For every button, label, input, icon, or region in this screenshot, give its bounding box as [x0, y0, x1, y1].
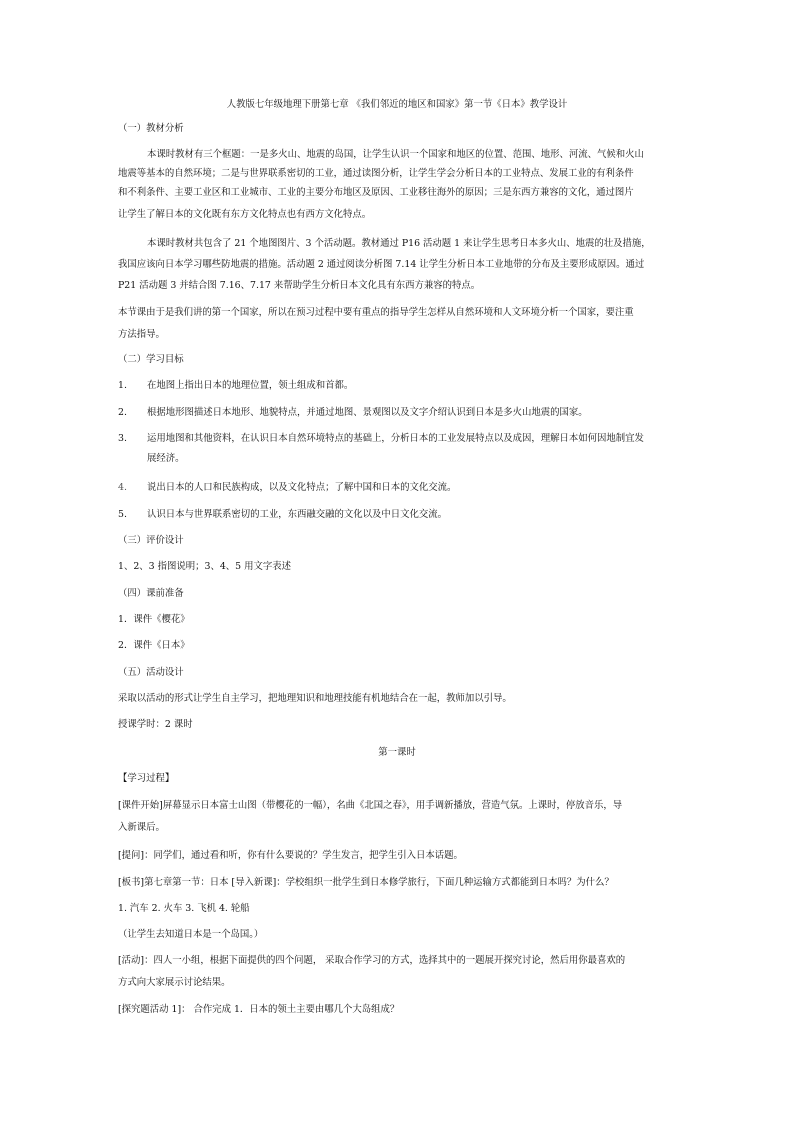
lesson-paragraph: 入新课后。	[118, 822, 165, 833]
activity-text: 采取以活动的形式让学生自主学习，把地理知识和地理技能有机地结合在一起，教师加以引导。	[118, 693, 512, 704]
lesson-question: [提问]：同学们，通过看和听，你有什么要说的？学生发言，把学生引入日本话题。	[118, 850, 463, 861]
list-number: 1.	[118, 380, 127, 391]
objective-item: 根据地形图描述日本地形、地貌特点，并通过地图、景观图以及文字介绍认识到日本是多火山地震的国家。	[147, 407, 588, 418]
learning-process-heading: 【学习过程】	[118, 773, 175, 784]
objective-item: 运用地图和其他资料，在认识日本自然环境特点的基础上，分析日本的工业发展特点以及成因，理解日本如何因地制宜发	[147, 433, 644, 444]
teaching-hours: 授课学时：2 课时	[118, 719, 193, 730]
list-number: 3.	[118, 433, 127, 444]
objective-item: 认识日本与世界联系密切的工业，东西融交融的文化以及中日文化交流。	[147, 509, 448, 520]
lesson-note: （让学生去知道日本是一个岛国。）	[118, 929, 264, 940]
objective-item: 在地图上指出日本的地理位置，领土组成和首都。	[147, 380, 354, 391]
lesson-paragraph: [课件开始]屏幕显示日本富士山图（带樱花的一幅），名曲《北国之春》，用手调新播放，营造气氛。上课时，停放音乐，导	[118, 800, 623, 811]
section-heading-analysis: （一）教材分析	[118, 123, 184, 134]
transport-options: 1. 汽车 2. 火车 3. 飞机 4. 轮船	[118, 903, 250, 914]
paragraph-line: 我国应该向日本学习哪些防地震的措施。活动题 2 通过阅读分析图 7.14 让学生分析日本工业地带的分布及主要形成原因。通过	[118, 259, 645, 270]
paragraph-line: 和不利条件、主要工业区和工业城市、工业的主要分布地区及原因、工业移往海外的原因；三是东西方兼容的文化，通过图片	[118, 187, 634, 198]
section-heading-evaluation: （三）评价设计	[118, 535, 184, 546]
paragraph-line: 本课时教材共包含了 21 个地图图片、3 个活动题。教材通过 P16 活动题 1 来让学生思考日本多火山、地震的壮及措施，	[147, 238, 651, 249]
evaluation-text: 1、2、3 指图说明；3、4、5 用文字表述	[118, 561, 291, 572]
paragraph-line: 本节课由于是我们讲的第一个国家，所以在预习过程中要有重点的指导学生怎样从自然环境和人文环境分析一个国家，要注重	[118, 307, 634, 318]
list-number: 2.	[118, 407, 127, 418]
objective-item-continued: 展经济。	[147, 453, 185, 464]
lesson-activity: [活动]：四人一小组，根据下面提供的四个问题， 采取合作学习的方式，选择其中的一题展开探究讨论，然后用你最喜欢的	[118, 955, 626, 966]
paragraph-line: P21 活动题 3 并结合图 7.16、7.17 来帮助学生分析日本文化具有东西方兼容的特点。	[118, 280, 481, 291]
list-number: 4.	[118, 482, 127, 493]
paragraph-line: 本课时教材有三个框题：一是多火山、地震的岛国，让学生认识一个国家和地区的位置、范围、地形、河流、气候和火山	[147, 149, 644, 160]
document-title: 人教版七年级地理下册第七章 《我们邻近的地区和国家》第一节《日本》教学设计	[226, 99, 568, 110]
section-heading-activity: （五）活动设计	[118, 667, 184, 678]
paragraph-line: 让学生了解日本的文化既有东方文化特点也有西方文化特点。	[118, 209, 372, 220]
paragraph-line: 地震等基本的自然环境；二是与世界联系密切的工业，通过读图分析，让学生学会分析日本的工业特点、发展工业的有利条件	[118, 168, 634, 179]
section-heading-objectives: （二）学习目标	[118, 354, 184, 365]
objective-item: 说出日本的人口和民族构成，以及文化特点；了解中国和日本的文化交流。	[147, 482, 457, 493]
lesson-board: [板书]第七章第一节：日本 [导入新课]：学校组织一批学生到日本修学旅行，下面几种运输方式都能到日本吗？为什么？	[118, 877, 614, 888]
lesson-heading: 第一课时	[378, 747, 416, 758]
preparation-item: 2．课件《日本》	[118, 640, 190, 651]
explore-question: [探究题活动 1]： 合作完成 1．日本的领土主要由哪几个大岛组成？	[118, 1004, 400, 1015]
preparation-item: 1．课件《樱花》	[118, 614, 190, 625]
section-heading-preparation: （四）课前准备	[118, 588, 184, 599]
list-number: 5.	[118, 509, 127, 520]
paragraph-line: 方法指导。	[118, 329, 165, 340]
lesson-activity: 方式向大家展示讨论结果。	[118, 977, 231, 988]
